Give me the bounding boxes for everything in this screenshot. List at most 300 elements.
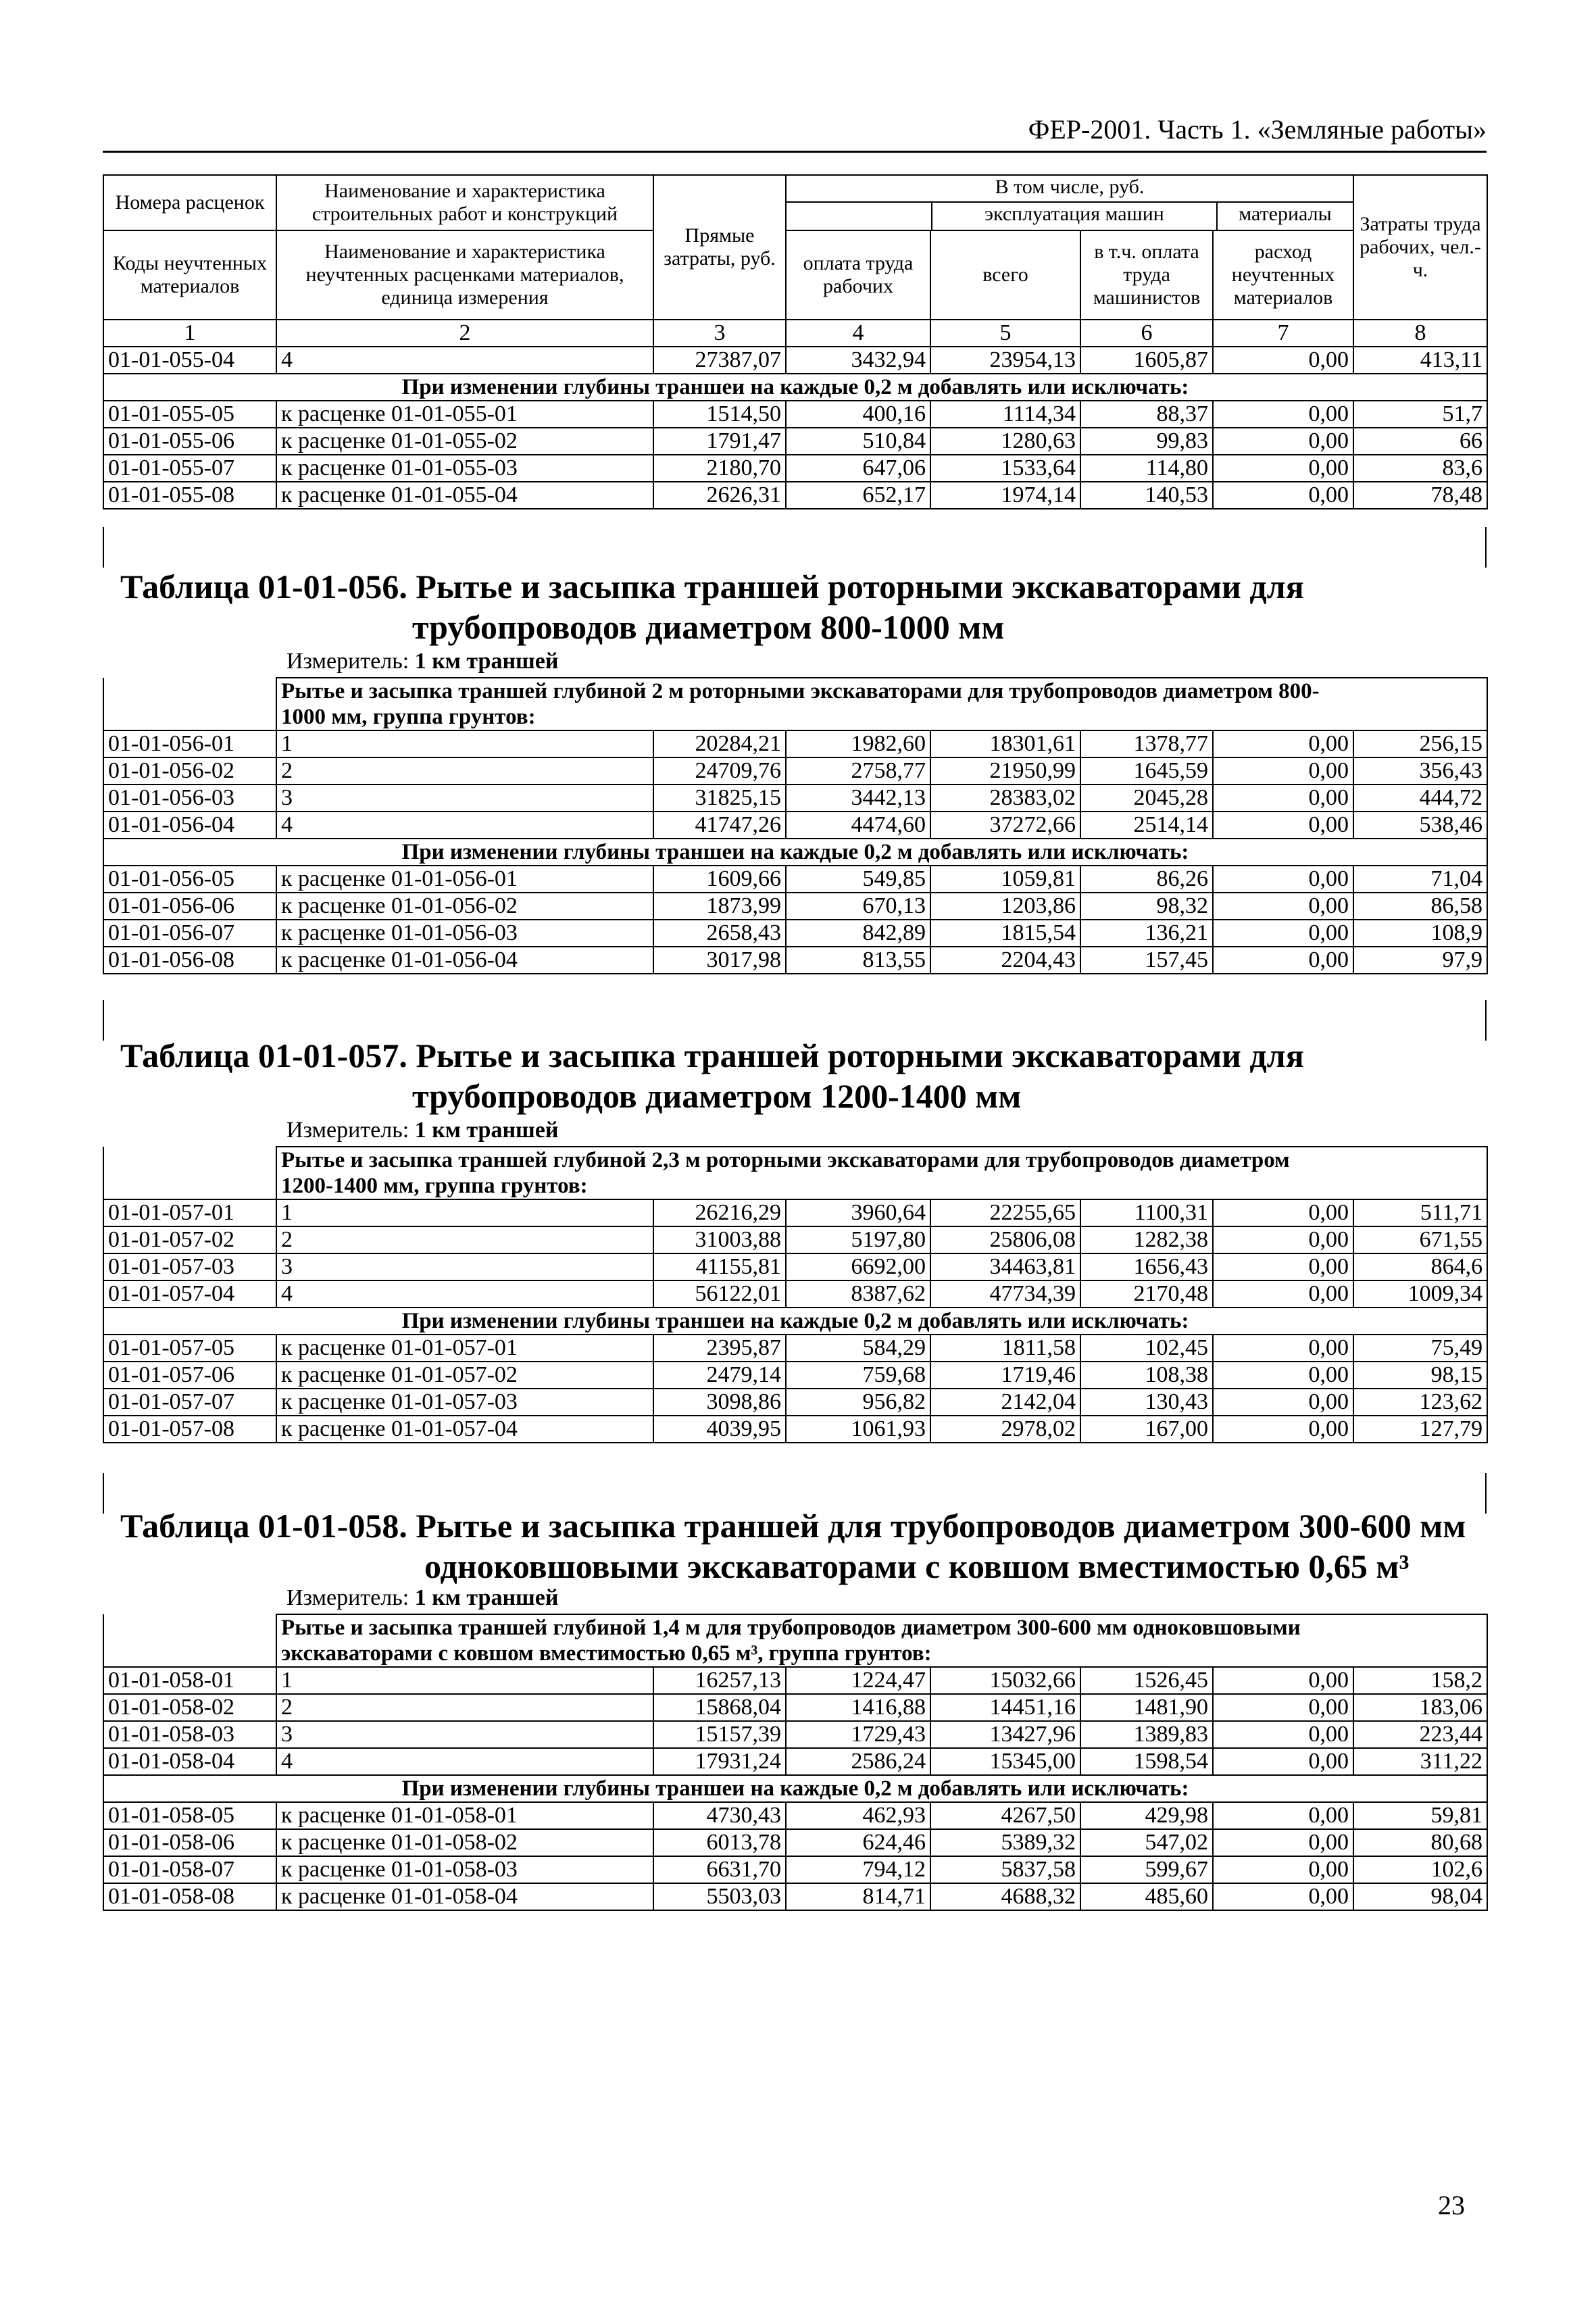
value-cell: 4474,60 <box>786 812 930 839</box>
value-cell: 2658,43 <box>653 920 786 947</box>
value-cell: 671,55 <box>1353 1226 1487 1253</box>
value-cell: 3098,86 <box>653 1389 786 1416</box>
rate-code: 01-01-057-01 <box>103 1199 276 1226</box>
rate-code: 01-01-055-05 <box>103 401 276 428</box>
value-cell: 83,6 <box>1353 455 1487 482</box>
t058-table <box>103 1614 1488 1911</box>
rate-name: к расценке 01-01-056-02 <box>276 893 653 920</box>
value-cell: 1719,46 <box>930 1362 1080 1389</box>
value-cell: 75,49 <box>1353 1335 1487 1362</box>
value-cell: 5837,58 <box>930 1856 1080 1883</box>
depth-note: При изменении глубины траншеи на каждые 0,2 м добавлять или исключать: <box>103 1308 1487 1335</box>
col-numbers-row: 1 2 3 4 5 6 7 8 <box>103 320 1487 347</box>
col-name-bottom: Наименование и характеристика неучтенных расценками материалов, единица измерения <box>276 230 653 320</box>
t058-desc: Рытье и засыпка траншей глубиной 1,4 м для трубопроводов диаметром 300-600 мм одноковшовыми экскаваторами с ковшом вместимостью 0,65 м³, группа грунтов: <box>276 1614 1487 1667</box>
value-cell: 2626,31 <box>653 482 786 509</box>
rate-name: 3 <box>276 785 653 812</box>
machines-label: эксплуатация машин <box>931 203 1218 230</box>
value-cell: 0,00 <box>1213 428 1353 455</box>
value-cell: 114,80 <box>1080 455 1213 482</box>
t058-rows2 <box>103 1802 1487 1910</box>
value-cell: 123,62 <box>1353 1389 1487 1416</box>
value-cell: 1514,50 <box>653 401 786 428</box>
value-cell: 0,00 <box>1213 893 1353 920</box>
value-cell: 1645,59 <box>1080 757 1213 785</box>
table-row <box>103 455 1487 482</box>
value-cell: 99,83 <box>1080 428 1213 455</box>
value-cell: 1811,58 <box>930 1335 1080 1362</box>
t057-rows1 <box>103 1199 1487 1308</box>
value-cell: 0,00 <box>1213 1829 1353 1856</box>
value-cell: 136,21 <box>1080 920 1213 947</box>
col-incl-machinist: в т.ч. оплата труда машинистов <box>1080 230 1213 320</box>
value-cell: 15345,00 <box>930 1748 1080 1775</box>
value-cell: 311,22 <box>1353 1748 1487 1775</box>
rate-name: 2 <box>276 1694 653 1721</box>
value-cell: 652,17 <box>786 482 930 509</box>
value-cell: 1609,66 <box>653 866 786 893</box>
value-cell: 102,6 <box>1353 1856 1487 1883</box>
value-cell: 0,00 <box>1213 1335 1353 1362</box>
t056-desc: Рытье и засыпка траншей глубиной 2 м роторными экскаваторами для трубопроводов диаметром 800- 1000 мм, группа грунтов: <box>276 678 1487 730</box>
table-row <box>103 1280 1487 1308</box>
table-row <box>103 428 1487 455</box>
value-cell: 223,44 <box>1353 1721 1487 1748</box>
value-cell: 6631,70 <box>653 1856 786 1883</box>
value-cell: 1873,99 <box>653 893 786 920</box>
value-cell: 0,00 <box>1213 1748 1353 1775</box>
table-row <box>103 1389 1487 1416</box>
value-cell: 1791,47 <box>653 428 786 455</box>
rate-code: 01-01-055-07 <box>103 455 276 482</box>
value-cell: 158,2 <box>1353 1667 1487 1694</box>
rate-code: 01-01-057-03 <box>103 1253 276 1280</box>
rate-code: 01-01-057-08 <box>103 1416 276 1443</box>
value-cell: 8387,62 <box>786 1280 930 1308</box>
value-cell: 0,00 <box>1213 1416 1353 1443</box>
table-row <box>103 893 1487 920</box>
table-row <box>103 866 1487 893</box>
value-cell: 0,00 <box>1213 812 1353 839</box>
value-cell: 3442,13 <box>786 785 930 812</box>
rate-name: к расценке 01-01-055-03 <box>276 455 653 482</box>
value-cell: 1982,60 <box>786 730 930 757</box>
table-row <box>103 347 1487 374</box>
value-cell: 22255,65 <box>930 1199 1080 1226</box>
depth-note: При изменении глубины траншеи на каждые 0,2 м добавлять или исключать: <box>103 1775 1487 1802</box>
value-cell: 584,29 <box>786 1335 930 1362</box>
value-cell: 624,46 <box>786 1829 930 1856</box>
table-row <box>103 1721 1487 1748</box>
value-cell: 20284,21 <box>653 730 786 757</box>
value-cell: 462,93 <box>786 1802 930 1829</box>
rate-name: к расценке 01-01-056-03 <box>276 920 653 947</box>
value-cell: 2142,04 <box>930 1389 1080 1416</box>
rate-name: к расценке 01-01-057-04 <box>276 1416 653 1443</box>
value-cell: 66 <box>1353 428 1487 455</box>
value-cell: 102,45 <box>1080 1335 1213 1362</box>
value-cell: 98,32 <box>1080 893 1213 920</box>
t057-rows2 <box>103 1335 1487 1443</box>
t058-title: Таблица 01-01-058. Рытье и засыпка траншей для трубопроводов диаметром 300-600 мм одноковшовыми экскаваторами с ковшом вместимостью 0,65 м³ <box>120 1507 1466 1585</box>
value-cell: 1282,38 <box>1080 1226 1213 1253</box>
rate-name: к расценке 01-01-058-04 <box>276 1883 653 1910</box>
value-cell: 31825,15 <box>653 785 786 812</box>
rate-code: 01-01-056-08 <box>103 947 276 974</box>
value-cell: 31003,88 <box>653 1226 786 1253</box>
value-cell: 2180,70 <box>653 455 786 482</box>
rate-code: 01-01-056-04 <box>103 812 276 839</box>
value-cell: 0,00 <box>1213 347 1353 374</box>
value-cell: 97,9 <box>1353 947 1487 974</box>
value-cell: 18301,61 <box>930 730 1080 757</box>
value-cell: 78,48 <box>1353 482 1487 509</box>
value-cell: 2758,77 <box>786 757 930 785</box>
rate-name: 1 <box>276 730 653 757</box>
t056-rows1 <box>103 730 1487 839</box>
value-cell: 400,16 <box>786 401 930 428</box>
t056-measure: Измеритель: 1 км траншей <box>286 649 559 674</box>
table-row <box>103 785 1487 812</box>
rate-code: 01-01-055-04 <box>103 347 276 374</box>
value-cell: 1656,43 <box>1080 1253 1213 1280</box>
value-cell: 510,84 <box>786 428 930 455</box>
value-cell: 444,72 <box>1353 785 1487 812</box>
col-including <box>786 175 1353 230</box>
table-row <box>103 812 1487 839</box>
t056-table <box>103 677 1488 974</box>
value-cell: 1605,87 <box>1080 347 1213 374</box>
value-cell: 5197,80 <box>786 1226 930 1253</box>
value-cell: 0,00 <box>1213 920 1353 947</box>
value-cell: 1059,81 <box>930 866 1080 893</box>
table-row <box>103 482 1487 509</box>
value-cell: 15868,04 <box>653 1694 786 1721</box>
t057-measure: Измеритель: 1 км траншей <box>286 1118 559 1143</box>
value-cell: 256,15 <box>1353 730 1487 757</box>
col-mat-use: расход неучтенных материалов <box>1213 230 1353 320</box>
rate-name: 4 <box>276 812 653 839</box>
t057-title: Таблица 01-01-057. Рытье и засыпка траншей роторными экскаваторами для трубопроводов диаметром 1200-1400 мм <box>120 1037 1304 1115</box>
table-row <box>103 730 1487 757</box>
rate-name: 4 <box>276 1280 653 1308</box>
value-cell: 24709,76 <box>653 757 786 785</box>
value-cell: 6013,78 <box>653 1829 786 1856</box>
table-row <box>103 1883 1487 1910</box>
value-cell: 108,9 <box>1353 920 1487 947</box>
value-cell: 4730,43 <box>653 1802 786 1829</box>
value-cell: 413,11 <box>1353 347 1487 374</box>
value-cell: 0,00 <box>1213 455 1353 482</box>
t057-desc: Рытье и засыпка траншей глубиной 2,3 м роторными экскаваторами для трубопроводов диаметром 1200-1400 мм, группа грунтов: <box>276 1147 1487 1199</box>
t058-rows1 <box>103 1667 1487 1775</box>
value-cell: 2514,14 <box>1080 812 1213 839</box>
value-cell: 1729,43 <box>786 1721 930 1748</box>
rate-code: 01-01-057-04 <box>103 1280 276 1308</box>
value-cell: 0,00 <box>1213 866 1353 893</box>
value-cell: 26216,29 <box>653 1199 786 1226</box>
table-row <box>103 947 1487 974</box>
value-cell: 1526,45 <box>1080 1667 1213 1694</box>
value-cell: 5389,32 <box>930 1829 1080 1856</box>
rate-name: к расценке 01-01-055-04 <box>276 482 653 509</box>
value-cell: 485,60 <box>1080 1883 1213 1910</box>
value-cell: 599,67 <box>1080 1856 1213 1883</box>
value-cell: 538,46 <box>1353 812 1487 839</box>
value-cell: 956,82 <box>786 1389 930 1416</box>
rate-code: 01-01-055-06 <box>103 428 276 455</box>
rate-code: 01-01-056-06 <box>103 893 276 920</box>
rate-code: 01-01-056-02 <box>103 757 276 785</box>
t056-title: Таблица 01-01-056. Рытье и засыпка траншей роторными экскаваторами для трубопроводов диаметром 800-1000 мм <box>120 568 1304 646</box>
including-label: В том числе, руб. <box>787 176 1353 203</box>
value-cell: 670,13 <box>786 893 930 920</box>
table-row <box>103 1199 1487 1226</box>
rate-code: 01-01-057-07 <box>103 1389 276 1416</box>
rate-name: 3 <box>276 1721 653 1748</box>
value-cell: 1009,34 <box>1353 1280 1487 1308</box>
value-cell: 21950,99 <box>930 757 1080 785</box>
value-cell: 88,37 <box>1080 401 1213 428</box>
value-cell: 1416,88 <box>786 1694 930 1721</box>
rate-code: 01-01-058-08 <box>103 1883 276 1910</box>
table-row <box>103 1829 1487 1856</box>
value-cell: 28383,02 <box>930 785 1080 812</box>
value-cell: 0,00 <box>1213 1389 1353 1416</box>
value-cell: 16257,13 <box>653 1667 786 1694</box>
value-cell: 1114,34 <box>930 401 1080 428</box>
value-cell: 56122,01 <box>653 1280 786 1308</box>
table-row <box>103 1748 1487 1775</box>
col-labor: Затраты труда рабочих, чел.-ч. <box>1353 175 1487 320</box>
rate-name: 2 <box>276 757 653 785</box>
value-cell: 34463,81 <box>930 1253 1080 1280</box>
value-cell: 14451,16 <box>930 1694 1080 1721</box>
value-cell: 2978,02 <box>930 1416 1080 1443</box>
value-cell: 41155,81 <box>653 1253 786 1280</box>
value-cell: 183,06 <box>1353 1694 1487 1721</box>
rate-code: 01-01-058-02 <box>103 1694 276 1721</box>
table-row <box>103 1802 1487 1829</box>
value-cell: 4688,32 <box>930 1883 1080 1910</box>
t055-rows2 <box>103 401 1487 509</box>
value-cell: 0,00 <box>1213 757 1353 785</box>
value-cell: 511,71 <box>1353 1199 1487 1226</box>
table-row <box>103 1253 1487 1280</box>
value-cell: 0,00 <box>1213 730 1353 757</box>
value-cell: 0,00 <box>1213 1253 1353 1280</box>
value-cell: 1389,83 <box>1080 1721 1213 1748</box>
table-row <box>103 1335 1487 1362</box>
value-cell: 2045,28 <box>1080 785 1213 812</box>
rate-name: к расценке 01-01-055-01 <box>276 401 653 428</box>
rate-code: 01-01-056-03 <box>103 785 276 812</box>
value-cell: 3017,98 <box>653 947 786 974</box>
value-cell: 1815,54 <box>930 920 1080 947</box>
rate-name: к расценке 01-01-057-03 <box>276 1389 653 1416</box>
rate-name: к расценке 01-01-055-02 <box>276 428 653 455</box>
page-number: 23 <box>1438 2190 1465 2220</box>
value-cell: 2395,87 <box>653 1335 786 1362</box>
value-cell: 1533,64 <box>930 455 1080 482</box>
col-direct: Прямые затраты, руб. <box>653 175 786 320</box>
value-cell: 842,89 <box>786 920 930 947</box>
value-cell: 547,02 <box>1080 1829 1213 1856</box>
value-cell: 1280,63 <box>930 428 1080 455</box>
value-cell: 759,68 <box>786 1362 930 1389</box>
col-labor-pay: оплата труда рабочих <box>786 230 930 320</box>
value-cell: 429,98 <box>1080 1802 1213 1829</box>
value-cell: 167,00 <box>1080 1416 1213 1443</box>
value-cell: 814,71 <box>786 1883 930 1910</box>
table-row <box>103 757 1487 785</box>
value-cell: 3960,64 <box>786 1199 930 1226</box>
table-row <box>103 1226 1487 1253</box>
value-cell: 0,00 <box>1213 1226 1353 1253</box>
value-cell: 59,81 <box>1353 1802 1487 1829</box>
rate-name: 4 <box>276 1748 653 1775</box>
rate-code: 01-01-058-07 <box>103 1856 276 1883</box>
rate-name: к расценке 01-01-058-03 <box>276 1856 653 1883</box>
rate-name: к расценке 01-01-058-01 <box>276 1802 653 1829</box>
value-cell: 98,15 <box>1353 1362 1487 1389</box>
value-cell: 37272,66 <box>930 812 1080 839</box>
value-cell: 1481,90 <box>1080 1694 1213 1721</box>
value-cell: 2204,43 <box>930 947 1080 974</box>
rate-code: 01-01-058-04 <box>103 1748 276 1775</box>
rate-code: 01-01-057-06 <box>103 1362 276 1389</box>
value-cell: 0,00 <box>1213 1280 1353 1308</box>
rate-code: 01-01-056-05 <box>103 866 276 893</box>
value-cell: 71,04 <box>1353 866 1487 893</box>
table-row <box>103 1416 1487 1443</box>
value-cell: 0,00 <box>1213 482 1353 509</box>
value-cell: 140,53 <box>1080 482 1213 509</box>
value-cell: 157,45 <box>1080 947 1213 974</box>
value-cell: 794,12 <box>786 1856 930 1883</box>
value-cell: 0,00 <box>1213 1362 1353 1389</box>
value-cell: 5503,03 <box>653 1883 786 1910</box>
rate-name: 1 <box>276 1667 653 1694</box>
table-row <box>103 1694 1487 1721</box>
depth-note: При изменении глубины траншеи на каждые 0,2 м добавлять или исключать: <box>103 374 1487 401</box>
table-row <box>103 1856 1487 1883</box>
rate-code: 01-01-058-05 <box>103 1802 276 1829</box>
rate-code: 01-01-058-06 <box>103 1829 276 1856</box>
value-cell: 1378,77 <box>1080 730 1213 757</box>
value-cell: 0,00 <box>1213 1721 1353 1748</box>
value-cell: 356,43 <box>1353 757 1487 785</box>
value-cell: 813,55 <box>786 947 930 974</box>
rate-name: к расценке 01-01-057-01 <box>276 1335 653 1362</box>
rate-name: к расценке 01-01-058-02 <box>276 1829 653 1856</box>
rate-name: к расценке 01-01-056-04 <box>276 947 653 974</box>
t055-rows1 <box>103 347 1487 374</box>
col-name-top: Наименование и характеристика строительных работ и конструкций <box>276 175 653 230</box>
value-cell: 1224,47 <box>786 1667 930 1694</box>
page-header: ФЕР-2001. Часть 1. «Земляные работы» <box>103 114 1487 153</box>
value-cell: 15157,39 <box>653 1721 786 1748</box>
rate-code: 01-01-055-08 <box>103 482 276 509</box>
t057-table <box>103 1146 1488 1443</box>
rate-code: 01-01-057-05 <box>103 1335 276 1362</box>
value-cell: 25806,08 <box>930 1226 1080 1253</box>
value-cell: 15032,66 <box>930 1667 1080 1694</box>
value-cell: 1100,31 <box>1080 1199 1213 1226</box>
table-row <box>103 1362 1487 1389</box>
value-cell: 2586,24 <box>786 1748 930 1775</box>
value-cell: 2170,48 <box>1080 1280 1213 1308</box>
value-cell: 6692,00 <box>786 1253 930 1280</box>
value-cell: 27387,07 <box>653 347 786 374</box>
value-cell: 0,00 <box>1213 785 1353 812</box>
col-rate-number: Номера расценок <box>103 175 276 230</box>
value-cell: 1061,93 <box>786 1416 930 1443</box>
value-cell: 0,00 <box>1213 947 1353 974</box>
value-cell: 864,6 <box>1353 1253 1487 1280</box>
rate-name: 4 <box>276 347 653 374</box>
value-cell: 4039,95 <box>653 1416 786 1443</box>
value-cell: 86,58 <box>1353 893 1487 920</box>
value-cell: 41747,26 <box>653 812 786 839</box>
t058-measure: Измеритель: 1 км траншей <box>286 1585 559 1610</box>
value-cell: 47734,39 <box>930 1280 1080 1308</box>
value-cell: 2479,14 <box>653 1362 786 1389</box>
value-cell: 0,00 <box>1213 1856 1353 1883</box>
value-cell: 549,85 <box>786 866 930 893</box>
value-cell: 13427,96 <box>930 1721 1080 1748</box>
rate-name: к расценке 01-01-057-02 <box>276 1362 653 1389</box>
col-codes: Коды неучтенных материалов <box>103 230 276 320</box>
rate-code: 01-01-056-07 <box>103 920 276 947</box>
rate-code: 01-01-058-03 <box>103 1721 276 1748</box>
value-cell: 1203,86 <box>930 893 1080 920</box>
value-cell: 108,38 <box>1080 1362 1213 1389</box>
materials-label: материалы <box>1239 203 1332 225</box>
rate-name: 2 <box>276 1226 653 1253</box>
table-row <box>103 920 1487 947</box>
depth-note: При изменении глубины траншеи на каждые 0,2 м добавлять или исключать: <box>103 839 1487 866</box>
value-cell: 0,00 <box>1213 401 1353 428</box>
rate-name: к расценке 01-01-056-01 <box>276 866 653 893</box>
value-cell: 98,04 <box>1353 1883 1487 1910</box>
value-cell: 51,7 <box>1353 401 1487 428</box>
rate-name: 3 <box>276 1253 653 1280</box>
value-cell: 3432,94 <box>786 347 930 374</box>
header-table <box>103 174 1488 509</box>
table-row <box>103 401 1487 428</box>
value-cell: 1598,54 <box>1080 1748 1213 1775</box>
value-cell: 23954,13 <box>930 347 1080 374</box>
value-cell: 0,00 <box>1213 1883 1353 1910</box>
value-cell: 0,00 <box>1213 1802 1353 1829</box>
value-cell: 0,00 <box>1213 1199 1353 1226</box>
rate-code: 01-01-057-02 <box>103 1226 276 1253</box>
rate-code: 01-01-058-01 <box>103 1667 276 1694</box>
rate-code: 01-01-056-01 <box>103 730 276 757</box>
value-cell: 4267,50 <box>930 1802 1080 1829</box>
col-total: всего <box>930 230 1080 320</box>
t056-rows2 <box>103 866 1487 974</box>
value-cell: 1974,14 <box>930 482 1080 509</box>
value-cell: 86,26 <box>1080 866 1213 893</box>
value-cell: 80,68 <box>1353 1829 1487 1856</box>
value-cell: 130,43 <box>1080 1389 1213 1416</box>
value-cell: 127,79 <box>1353 1416 1487 1443</box>
value-cell: 647,06 <box>786 455 930 482</box>
table-row <box>103 1667 1487 1694</box>
rate-name: 1 <box>276 1199 653 1226</box>
